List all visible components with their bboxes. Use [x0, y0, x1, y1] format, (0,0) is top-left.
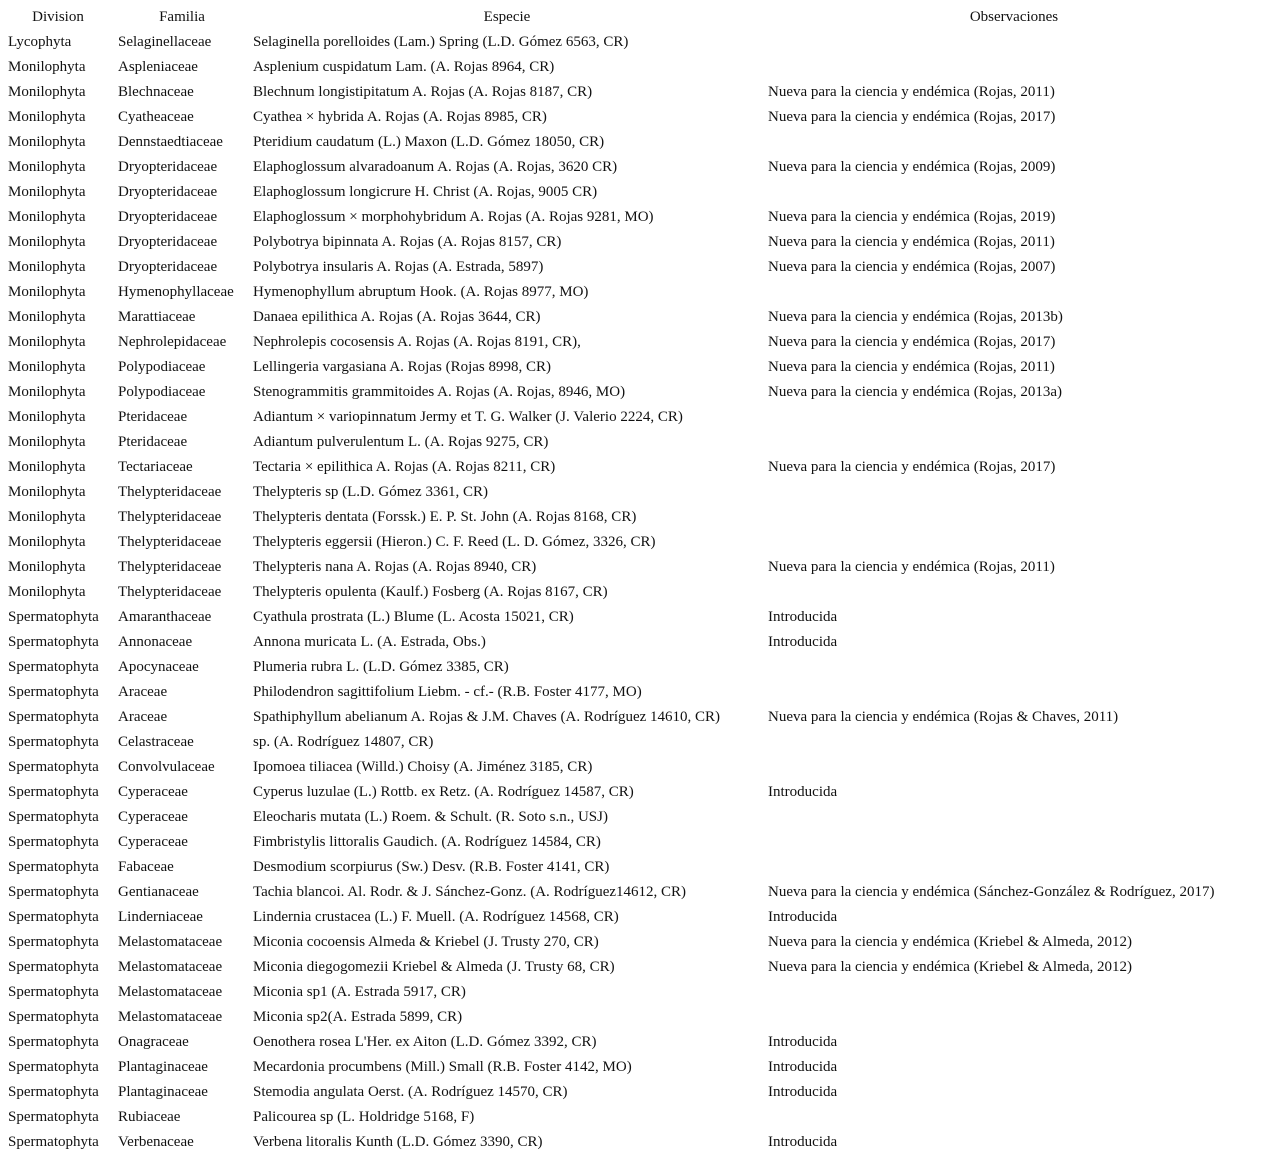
cell-familia: Onagraceae	[118, 1034, 189, 1050]
cell-especie: Elaphoglossum longicrure H. Christ (A. Rojas, 9005 CR)	[253, 184, 598, 200]
cell-especie: Tachia blancoi. Al. Rodr. & J. Sánchez-Gonz. (A. Rodríguez14612, CR)	[253, 884, 687, 900]
table-row	[0, 980, 1270, 1005]
cell-especie: Desmodium scorpiurus (Sw.) Desv. (R.B. Foster 4141, CR)	[253, 859, 610, 875]
table-row	[0, 130, 1270, 155]
cell-division: Spermatophyta	[8, 1009, 99, 1025]
cell-especie: Oenothera rosea L'Her. ex Aiton (L.D. Gómez 3392, CR)	[253, 1034, 597, 1050]
cell-observaciones: Nueva para la ciencia y endémica (Kriebel & Almeda, 2012)	[768, 959, 1133, 975]
cell-familia: Linderniaceae	[118, 909, 203, 925]
cell-especie: Thelypteris opulenta (Kaulf.) Fosberg (A. Rojas 8167, CR)	[253, 584, 608, 600]
cell-especie: Mecardonia procumbens (Mill.) Small (R.B. Foster 4142, MO)	[253, 1059, 632, 1075]
cell-familia: Dryopteridaceae	[118, 159, 218, 175]
cell-familia: Amaranthaceae	[118, 609, 212, 625]
cell-especie: Pteridium caudatum (L.) Maxon (L.D. Gómez 18050, CR)	[253, 134, 605, 150]
cell-observaciones: Nueva para la ciencia y endémica (Rojas, 2017)	[768, 109, 1056, 125]
table-row	[0, 180, 1270, 205]
table-row	[0, 1005, 1270, 1030]
cell-familia: Tectariaceae	[118, 459, 193, 475]
cell-division: Monilophyta	[8, 459, 86, 475]
cell-especie: Selaginella porelloides (Lam.) Spring (L.D. Gómez 6563, CR)	[253, 34, 629, 50]
cell-division: Lycophyta	[8, 34, 72, 50]
table-row	[0, 555, 1270, 580]
cell-familia: Rubiaceae	[118, 1109, 181, 1125]
cell-familia: Melastomataceae	[118, 984, 223, 1000]
cell-familia: Thelypteridaceae	[118, 559, 222, 575]
cell-familia: Plantaginaceae	[118, 1059, 208, 1075]
cell-especie: Miconia cocoensis Almeda & Kriebel (J. Trusty 270, CR)	[253, 934, 599, 950]
cell-observaciones: Nueva para la ciencia y endémica (Rojas, 2011)	[768, 559, 1055, 575]
cell-especie: Lindernia crustacea (L.) F. Muell. (A. Rodríguez 14568, CR)	[253, 909, 619, 925]
cell-division: Monilophyta	[8, 584, 86, 600]
cell-observaciones: Nueva para la ciencia y endémica (Rojas, 2013a)	[768, 384, 1063, 400]
cell-division: Spermatophyta	[8, 859, 99, 875]
cell-especie: Tectaria × epilithica A. Rojas (A. Rojas 8211, CR)	[253, 459, 556, 475]
cell-familia: Melastomataceae	[118, 959, 223, 975]
table-row	[0, 1130, 1270, 1155]
table-row	[0, 955, 1270, 980]
cell-familia: Convolvulaceae	[118, 759, 215, 775]
table-row	[0, 730, 1270, 755]
cell-division: Monilophyta	[8, 409, 86, 425]
cell-especie: Fimbristylis littoralis Gaudich. (A. Rodríguez 14584, CR)	[253, 834, 601, 850]
cell-familia: Cyperaceae	[118, 809, 188, 825]
cell-especie: Miconia diegogomezii Kriebel & Almeda (J. Trusty 68, CR)	[253, 959, 615, 975]
cell-especie: Cyathea × hybrida A. Rojas (A. Rojas 8985, CR)	[253, 109, 547, 125]
cell-especie: Lellingeria vargasiana A. Rojas (Rojas 8998, CR)	[253, 359, 552, 375]
cell-observaciones: Nueva para la ciencia y endémica (Rojas & Chaves, 2011)	[768, 709, 1119, 725]
cell-division: Monilophyta	[8, 134, 86, 150]
table-row	[0, 255, 1270, 280]
table-row	[0, 930, 1270, 955]
table-row	[0, 605, 1270, 630]
cell-familia: Pteridaceae	[118, 434, 188, 450]
cell-familia: Thelypteridaceae	[118, 509, 222, 525]
cell-division: Spermatophyta	[8, 809, 99, 825]
cell-observaciones: Introducida	[768, 634, 838, 650]
cell-familia: Gentianaceae	[118, 884, 199, 900]
table-row	[0, 880, 1270, 905]
cell-familia: Celastraceae	[118, 734, 194, 750]
cell-division: Monilophyta	[8, 159, 86, 175]
table-row	[0, 805, 1270, 830]
cell-familia: Melastomataceae	[118, 934, 223, 950]
cell-familia: Cyperaceae	[118, 834, 188, 850]
cell-especie: Adiantum pulverulentum L. (A. Rojas 9275, CR)	[253, 434, 549, 450]
cell-familia: Blechnaceae	[118, 84, 194, 100]
cell-especie: Adiantum × variopinnatum Jermy et T. G. Walker (J. Valerio 2224, CR)	[253, 409, 683, 425]
table-row	[0, 230, 1270, 255]
cell-observaciones: Nueva para la ciencia y endémica (Rojas, 2011)	[768, 359, 1055, 375]
table-row	[0, 905, 1270, 930]
table-row	[0, 80, 1270, 105]
cell-division: Monilophyta	[8, 509, 86, 525]
table-row	[0, 830, 1270, 855]
cell-familia: Polypodiaceae	[118, 359, 206, 375]
cell-especie: Danaea epilithica A. Rojas (A. Rojas 3644, CR)	[253, 309, 541, 325]
cell-division: Spermatophyta	[8, 884, 99, 900]
table-row	[0, 330, 1270, 355]
cell-especie: Stenogrammitis grammitoides A. Rojas (A. Rojas, 8946, MO)	[253, 384, 626, 400]
cell-observaciones: Introducida	[768, 609, 838, 625]
cell-especie: Ipomoea tiliacea (Willd.) Choisy (A. Jiménez 3185, CR)	[253, 759, 593, 775]
cell-familia: Thelypteridaceae	[118, 484, 222, 500]
cell-observaciones: Nueva para la ciencia y endémica (Rojas, 2013b)	[768, 309, 1063, 325]
cell-familia: Annonaceae	[118, 634, 193, 650]
cell-especie: sp. (A. Rodríguez 14807, CR)	[253, 734, 434, 750]
cell-especie: Annona muricata L. (A. Estrada, Obs.)	[253, 634, 486, 650]
table-row	[0, 530, 1270, 555]
cell-familia: Nephrolepidaceae	[118, 334, 227, 350]
cell-division: Spermatophyta	[8, 709, 99, 725]
cell-division: Monilophyta	[8, 359, 86, 375]
cell-division: Monilophyta	[8, 434, 86, 450]
cell-observaciones: Nueva para la ciencia y endémica (Sánchez-González & Rodríguez, 2017)	[768, 884, 1215, 900]
table-row	[0, 430, 1270, 455]
cell-division: Monilophyta	[8, 184, 86, 200]
cell-observaciones: Nueva para la ciencia y endémica (Kriebel & Almeda, 2012)	[768, 934, 1133, 950]
cell-observaciones: Introducida	[768, 784, 838, 800]
cell-division: Spermatophyta	[8, 1059, 99, 1075]
cell-observaciones: Nueva para la ciencia y endémica (Rojas, 2017)	[768, 334, 1056, 350]
cell-especie: Nephrolepis cocosensis A. Rojas (A. Rojas 8191, CR),	[253, 334, 581, 350]
table-row	[0, 305, 1270, 330]
cell-familia: Dryopteridaceae	[118, 209, 218, 225]
cell-familia: Aspleniaceae	[118, 59, 198, 75]
table-row	[0, 480, 1270, 505]
cell-division: Monilophyta	[8, 59, 86, 75]
table-row	[0, 580, 1270, 605]
table-row	[0, 355, 1270, 380]
cell-especie: Hymenophyllum abruptum Hook. (A. Rojas 8977, MO)	[253, 284, 589, 300]
cell-especie: Plumeria rubra L. (L.D. Gómez 3385, CR)	[253, 659, 509, 675]
cell-division: Spermatophyta	[8, 834, 99, 850]
cell-familia: Cyatheaceae	[118, 109, 194, 125]
cell-observaciones: Nueva para la ciencia y endémica (Rojas, 2009)	[768, 159, 1056, 175]
cell-division: Monilophyta	[8, 534, 86, 550]
table-row	[0, 755, 1270, 780]
cell-division: Spermatophyta	[8, 1109, 99, 1125]
cell-division: Monilophyta	[8, 559, 86, 575]
cell-especie: Miconia sp2(A. Estrada 5899, CR)	[253, 1009, 463, 1025]
cell-especie: Elaphoglossum alvaradoanum A. Rojas (A. Rojas, 3620 CR)	[253, 159, 618, 175]
cell-familia: Marattiaceae	[118, 309, 196, 325]
cell-division: Monilophyta	[8, 384, 86, 400]
cell-especie: Verbena litoralis Kunth (L.D. Gómez 3390, CR)	[253, 1134, 543, 1150]
cell-division: Monilophyta	[8, 284, 86, 300]
cell-observaciones: Introducida	[768, 1084, 838, 1100]
cell-observaciones: Introducida	[768, 909, 838, 925]
cell-familia: Thelypteridaceae	[118, 534, 222, 550]
table-row	[0, 280, 1270, 305]
table-row	[0, 105, 1270, 130]
cell-especie: Stemodia angulata Oerst. (A. Rodríguez 14570, CR)	[253, 1084, 568, 1100]
cell-especie: Polybotrya insularis A. Rojas (A. Estrada, 5897)	[253, 259, 544, 275]
cell-observaciones: Nueva para la ciencia y endémica (Rojas, 2011)	[768, 84, 1055, 100]
cell-familia: Polypodiaceae	[118, 384, 206, 400]
table-row	[0, 505, 1270, 530]
cell-division: Monilophyta	[8, 234, 86, 250]
cell-division: Spermatophyta	[8, 609, 99, 625]
cell-familia: Hymenophyllaceae	[118, 284, 234, 300]
cell-familia: Apocynaceae	[118, 659, 199, 675]
header-division: Division	[32, 9, 84, 25]
cell-especie: Thelypteris sp (L.D. Gómez 3361, CR)	[253, 484, 488, 500]
cell-division: Spermatophyta	[8, 784, 99, 800]
cell-familia: Thelypteridaceae	[118, 584, 222, 600]
cell-division: Monilophyta	[8, 309, 86, 325]
table-row	[0, 205, 1270, 230]
table-row	[0, 380, 1270, 405]
cell-familia: Verbenaceae	[118, 1134, 194, 1150]
table-row	[0, 680, 1270, 705]
cell-observaciones: Nueva para la ciencia y endémica (Rojas, 2007)	[768, 259, 1056, 275]
cell-observaciones: Nueva para la ciencia y endémica (Rojas, 2019)	[768, 209, 1056, 225]
table-row	[0, 780, 1270, 805]
table-row	[0, 1055, 1270, 1080]
cell-especie: Elaphoglossum × morphohybridum A. Rojas (A. Rojas 9281, MO)	[253, 209, 654, 225]
cell-division: Spermatophyta	[8, 659, 99, 675]
cell-especie: Philodendron sagittifolium Liebm. - cf.- (R.B. Foster 4177, MO)	[253, 684, 642, 700]
table-row	[0, 455, 1270, 480]
cell-division: Monilophyta	[8, 209, 86, 225]
cell-especie: Thelypteris nana A. Rojas (A. Rojas 8940, CR)	[253, 559, 537, 575]
cell-division: Spermatophyta	[8, 759, 99, 775]
cell-especie: Thelypteris eggersii (Hieron.) C. F. Reed (L. D. Gómez, 3326, CR)	[253, 534, 656, 550]
cell-division: Monilophyta	[8, 109, 86, 125]
cell-especie: Cyathula prostrata (L.) Blume (L. Acosta 15021, CR)	[253, 609, 574, 625]
header-observaciones: Observaciones	[969, 9, 1059, 25]
cell-especie: Spathiphyllum abelianum A. Rojas & J.M. Chaves (A. Rodríguez 14610, CR)	[253, 709, 721, 725]
cell-familia: Araceae	[118, 709, 168, 725]
cell-especie: Polybotrya bipinnata A. Rojas (A. Rojas 8157, CR)	[253, 234, 562, 250]
cell-observaciones: Introducida	[768, 1034, 838, 1050]
cell-division: Spermatophyta	[8, 1134, 99, 1150]
cell-division: Spermatophyta	[8, 1034, 99, 1050]
cell-familia: Cyperaceae	[118, 784, 188, 800]
cell-especie: Blechnum longistipitatum A. Rojas (A. Rojas 8187, CR)	[253, 84, 593, 100]
table-row	[0, 405, 1270, 430]
cell-division: Spermatophyta	[8, 909, 99, 925]
cell-division: Spermatophyta	[8, 934, 99, 950]
cell-observaciones: Introducida	[768, 1134, 838, 1150]
cell-observaciones: Introducida	[768, 1059, 838, 1075]
table-row	[0, 655, 1270, 680]
cell-division: Monilophyta	[8, 484, 86, 500]
header-especie: Especie	[483, 9, 531, 25]
cell-division: Spermatophyta	[8, 734, 99, 750]
cell-familia: Araceae	[118, 684, 168, 700]
table-row	[0, 1030, 1270, 1055]
header-familia: Familia	[159, 9, 205, 25]
cell-especie: Thelypteris dentata (Forssk.) E. P. St. John (A. Rojas 8168, CR)	[253, 509, 637, 525]
cell-familia: Dryopteridaceae	[118, 259, 218, 275]
cell-division: Spermatophyta	[8, 1084, 99, 1100]
cell-especie: Miconia sp1 (A. Estrada 5917, CR)	[253, 984, 466, 1000]
table-row	[0, 155, 1270, 180]
cell-familia: Melastomataceae	[118, 1009, 223, 1025]
table-row	[0, 1105, 1270, 1130]
cell-division: Monilophyta	[8, 259, 86, 275]
cell-division: Monilophyta	[8, 334, 86, 350]
table-row	[0, 630, 1270, 655]
cell-especie: Eleocharis mutata (L.) Roem. & Schult. (R. Soto s.n., USJ)	[253, 809, 608, 825]
cell-division: Spermatophyta	[8, 984, 99, 1000]
cell-especie: Cyperus luzulae (L.) Rottb. ex Retz. (A. Rodríguez 14587, CR)	[253, 784, 634, 800]
cell-division: Monilophyta	[8, 84, 86, 100]
table-row	[0, 30, 1270, 55]
table-header-row	[0, 5, 1270, 30]
cell-especie: Asplenium cuspidatum Lam. (A. Rojas 8964, CR)	[253, 59, 555, 75]
cell-division: Spermatophyta	[8, 959, 99, 975]
table-row	[0, 1080, 1270, 1105]
cell-familia: Dryopteridaceae	[118, 184, 218, 200]
cell-observaciones: Nueva para la ciencia y endémica (Rojas, 2011)	[768, 234, 1055, 250]
cell-division: Spermatophyta	[8, 684, 99, 700]
cell-especie: Palicourea sp (L. Holdridge 5168, F)	[253, 1109, 475, 1125]
cell-familia: Dryopteridaceae	[118, 234, 218, 250]
cell-familia: Plantaginaceae	[118, 1084, 208, 1100]
cell-familia: Selaginellaceae	[118, 34, 212, 50]
cell-division: Spermatophyta	[8, 634, 99, 650]
cell-familia: Dennstaedtiaceae	[118, 134, 223, 150]
table-row	[0, 705, 1270, 730]
cell-familia: Pteridaceae	[118, 409, 188, 425]
cell-familia: Fabaceae	[118, 859, 174, 875]
table-row	[0, 855, 1270, 880]
cell-observaciones: Nueva para la ciencia y endémica (Rojas, 2017)	[768, 459, 1056, 475]
table-row	[0, 55, 1270, 80]
